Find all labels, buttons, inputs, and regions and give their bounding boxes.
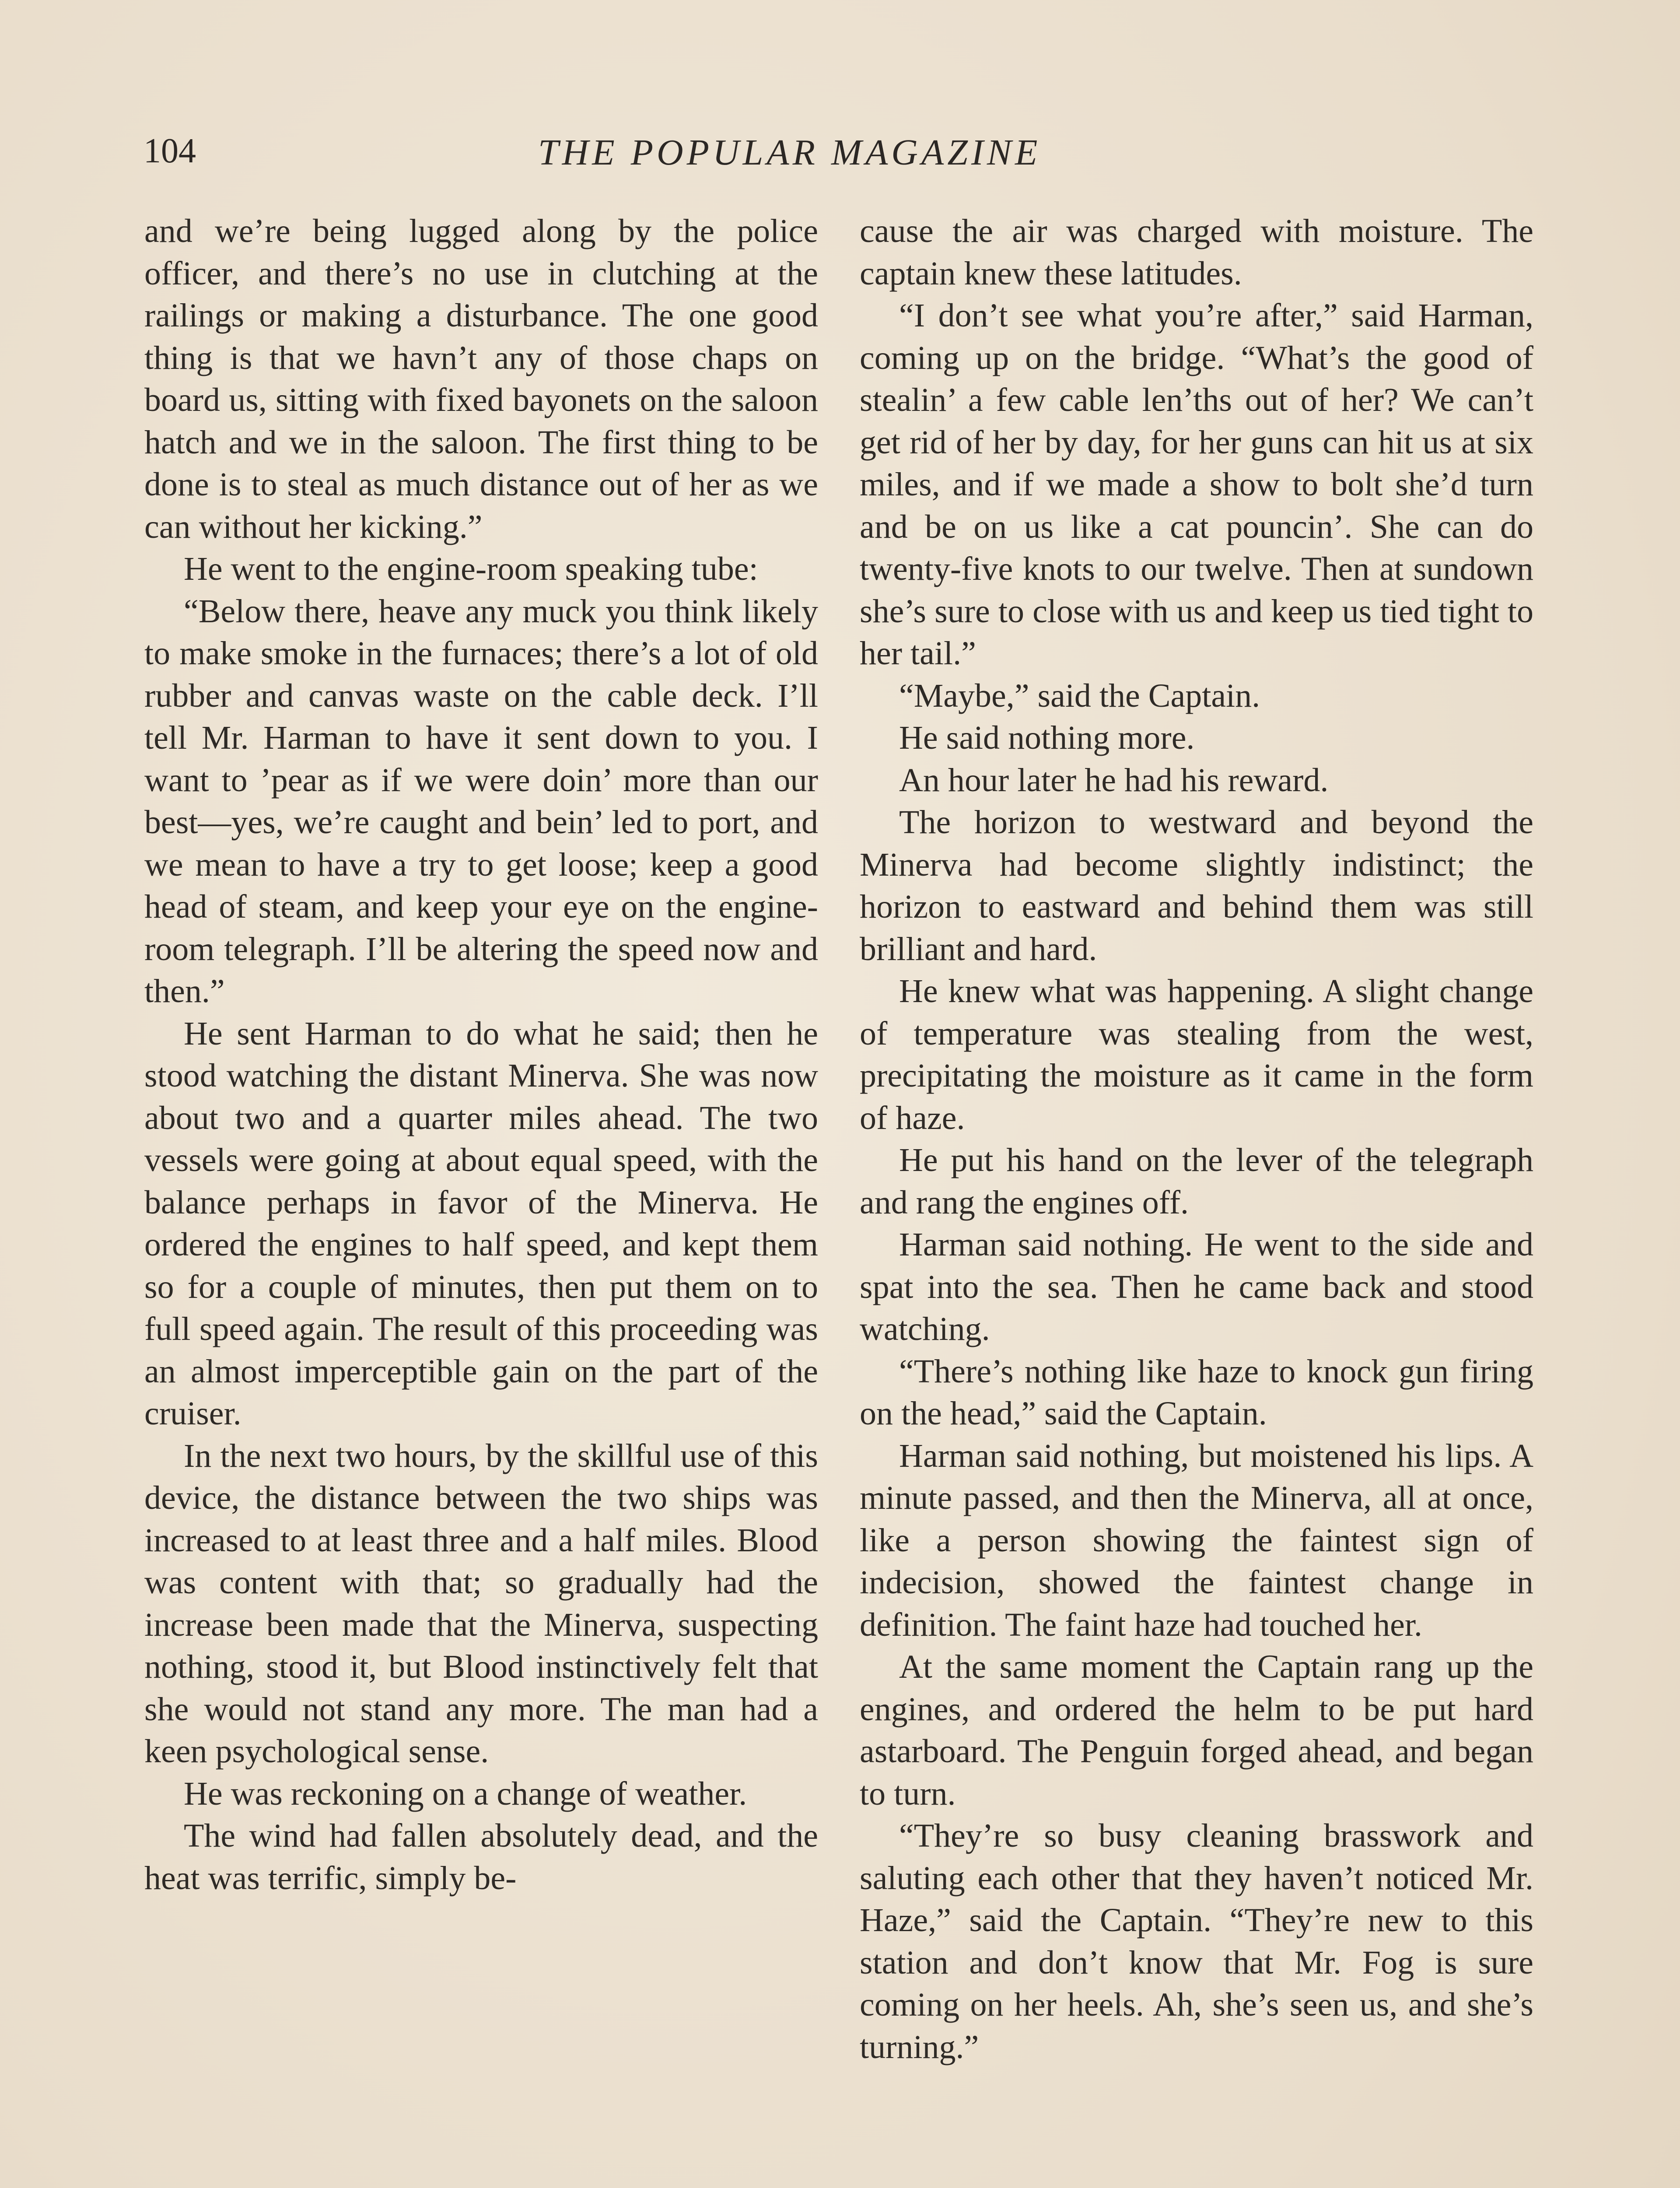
paragraph: He said nothing more. [899, 719, 1195, 756]
running-head [0, 131, 1680, 193]
paragraph: “There’s nothing like haze to knock gun firing on the head,” said the Captain. [860, 1353, 1533, 1432]
paragraph: The horizon to westward and beyond the Minerva had become slightly indistinct; the horizon to eastward and behind them was still brilliant and hard. [860, 804, 1533, 968]
paragraph: An hour later he had his reward. [899, 761, 1329, 799]
paragraph: He put his hand on the lever of the telegraph and rang the engines off. [860, 1142, 1533, 1221]
paragraph: He was reckoning on a change of weather. [184, 1775, 747, 1812]
paragraph: He sent Harman to do what he said; then he stood watching the distant Minerva. She was now about two and a quarter miles ahead. The two vessels were going at about equal speed, with the balance perhaps in favor of the Minerva. He ordered the engines to half speed, and kept them so for a couple of minutes, then put them on to full speed again. The result of this proceeding was an almost imperceptible gain on the part of the cruiser. [144, 1015, 818, 1432]
magazine-title: THE POPULAR MAGAZINE [538, 132, 1041, 173]
paragraph: “I don’t see what you’re after,” said Harman, coming up on the bridge. “What’s the good of stealin’ a few cable len’ths out of her? We can’t get rid of her by day, for her guns can hit us at six miles, and if we made a show to bolt she’d turn and be on us like a cat pouncin’. She can do twenty-five knots to our twelve. Then at sundown she’s sure to close with us and keep us tied tight to her tail.” [860, 297, 1533, 672]
paragraph: Harman said nothing. He went to the side and spat into the sea. Then he came back and stood watching. [860, 1226, 1533, 1347]
paragraph: He knew what was happening. A slight change of temperature was stealing from the west, precipitating the moisture as it came in the form of haze. [860, 973, 1533, 1136]
paragraph: He went to the engine-room speaking tube: [184, 551, 758, 587]
paragraph: “Maybe,” said the Captain. [899, 677, 1260, 714]
paragraph: In the next two hours, by the skillful use of this device, the distance between the two ships was increased to at least three and a half miles. Blood was content with that; so gradually had the increase been made that the Minerva, suspecting nothing, stood it, but Blood instinctively felt that she would not stand any more. The man had a keen psychological sense. [144, 1437, 818, 1770]
paragraph: Harman said nothing, but moistened his lips. A minute passed, and then the Minerva, all at once, like a person showing the faintest sign of indecision, showed the faintest change in definition. The faint haze had touched her. [860, 1437, 1533, 1643]
paragraph: “Below there, heave any muck you think likely to make smoke in the furnaces; there’s a lot of old rubber and canvas waste on the cable deck. I’ll tell Mr. Harman to have it sent down to you. I want to ’pear as if we were doin’ more than our best—yes, we’re caught and bein’ led to port, and we mean to have a try to get loose; keep a good head of steam, and keep your eye on the engine-room telegraph. I’ll be altering the speed now and then.” [144, 593, 818, 1010]
paragraph: and we’re being lugged along by the police officer, and there’s no use in clutching at the railings or making a disturbance. The one good thing is that we havn’t any of those chaps on board us, sitting with fixed bayonets on the saloon hatch and we in the saloon. The first thing to be done is to steal as much distance out of her as we can without her kicking.” [144, 213, 818, 545]
right-column [860, 210, 1533, 2068]
paragraph: “They’re so busy cleaning brasswork and saluting each other that they haven’t noticed Mr. Haze,” said the Captain. “They’re new to this station and don’t know that Mr. Fog is sure coming on her heels. Ah, she’s seen us, and she’s turning.” [860, 1817, 1533, 2065]
paragraph: The wind had fallen absolutely dead, and the heat was terrific, simply be- [144, 1817, 818, 1897]
paragraph: cause the air was charged with moisture. The captain knew these latitudes. [860, 213, 1533, 292]
page-number: 104 [144, 132, 196, 170]
paragraph: At the same moment the Captain rang up the engines, and ordered the helm to be put hard astarboard. The Penguin forged ahead, and began to turn. [860, 1648, 1533, 1812]
left-column [144, 210, 818, 1899]
